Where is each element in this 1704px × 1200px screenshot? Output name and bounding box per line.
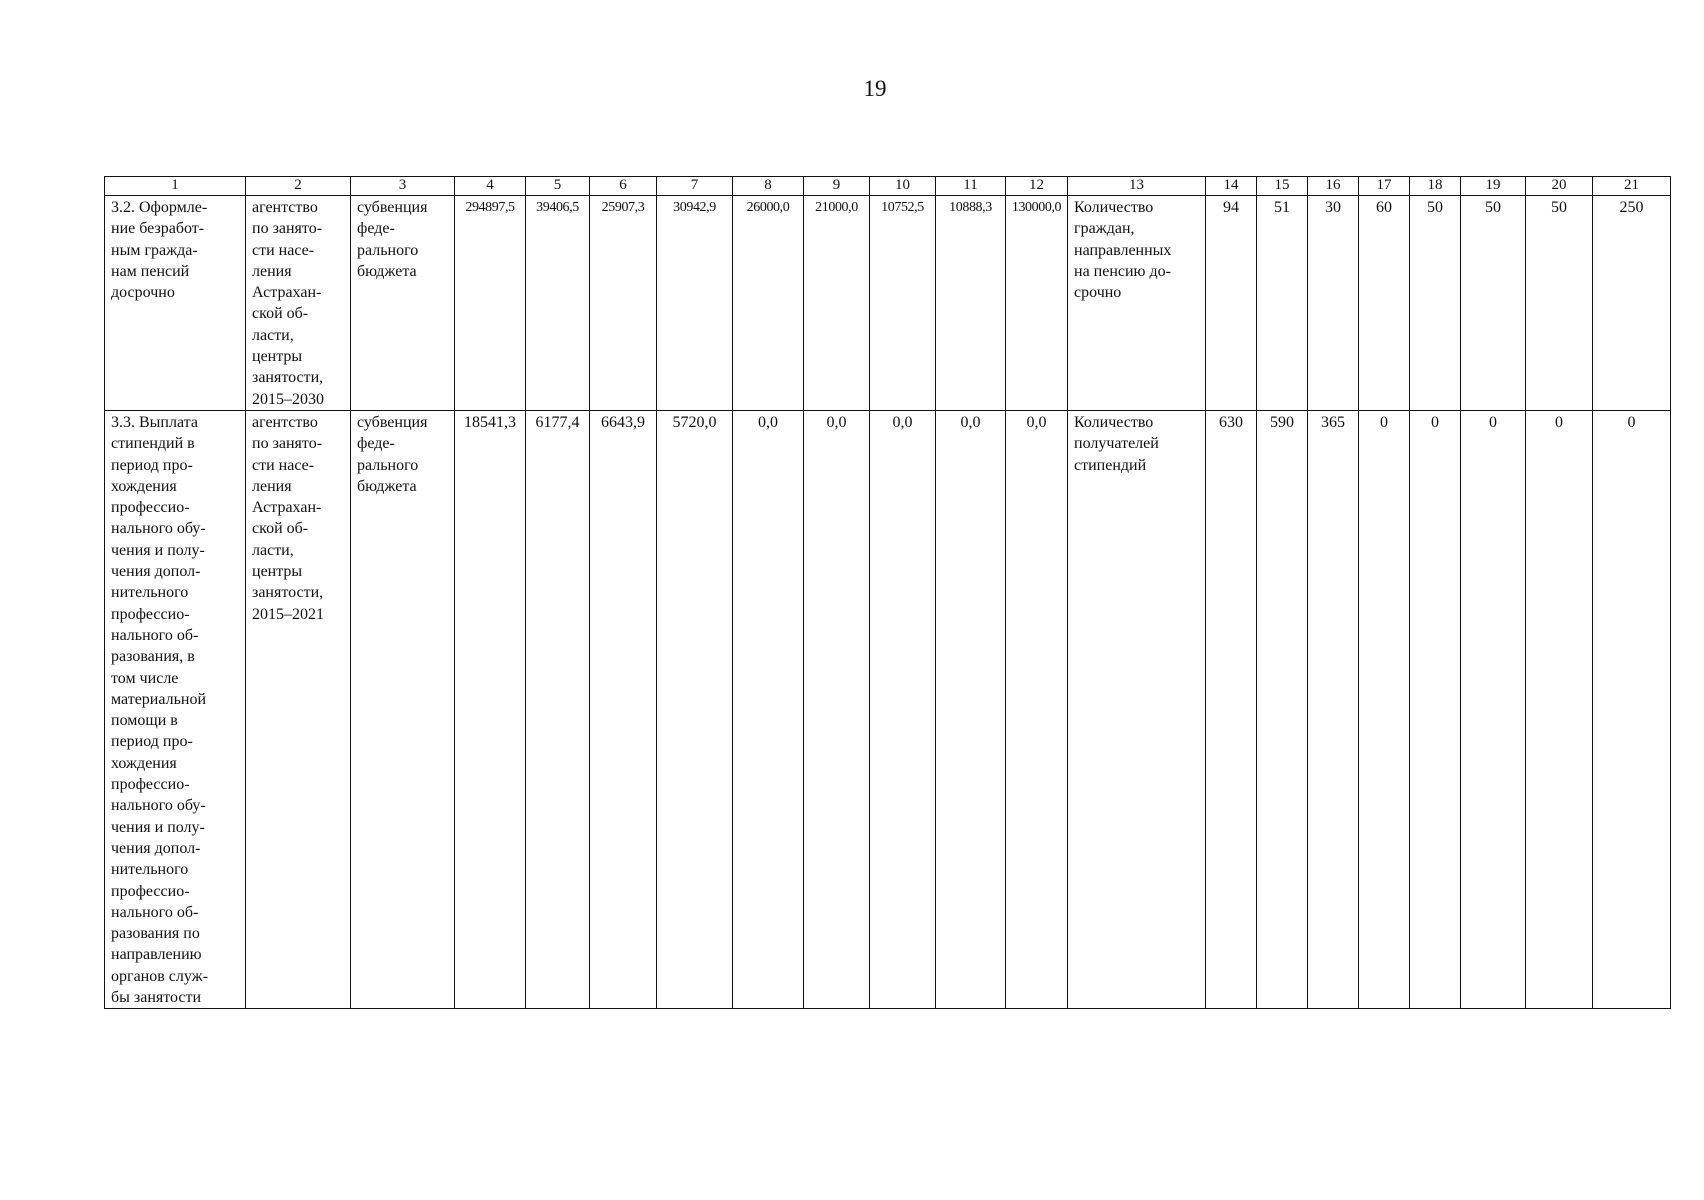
column-header: 8	[733, 177, 804, 196]
measure-name-line: профессио-	[111, 882, 190, 900]
measure-name-line: нального об-	[111, 903, 199, 921]
column-number-row	[105, 177, 1671, 196]
amount-cell: 30942,9	[657, 196, 733, 411]
column-header: 1	[105, 177, 246, 196]
executor-line: агентство	[252, 199, 318, 216]
measure-name-line: разования по	[111, 925, 200, 943]
amount-cell: 0,0	[870, 410, 936, 1008]
measure-name-line: 3.3. Выплата	[111, 413, 198, 431]
indicator-value-cell: 0	[1359, 410, 1410, 1008]
amount-cell: 26000,0	[733, 196, 804, 411]
funding-source-cell	[351, 196, 455, 411]
executor-line: сти насе-	[252, 241, 315, 259]
indicator-line: стипендий	[1074, 456, 1147, 474]
column-header: 12	[1006, 177, 1068, 196]
indicator-value-cell: 50	[1410, 196, 1461, 411]
column-header: 3	[351, 177, 455, 196]
indicator-value-cell: 250	[1593, 196, 1671, 411]
column-header: 10	[870, 177, 936, 196]
measure-name-line: профессио-	[111, 605, 190, 623]
executor-line: ления	[252, 262, 292, 280]
measure-name-line: профессио-	[111, 499, 190, 517]
column-header: 21	[1593, 177, 1671, 196]
indicator-value-cell: 94	[1206, 196, 1257, 411]
table-row	[105, 410, 1671, 1008]
executor-line: по занято-	[252, 220, 323, 238]
executor-line: ской об-	[252, 305, 309, 323]
measure-name-line: ным гражда-	[111, 241, 198, 259]
measure-name-line: том числе	[111, 669, 179, 687]
indicator-value-cell: 50	[1461, 196, 1526, 411]
column-header: 4	[455, 177, 526, 196]
measure-name-line: чения и полу-	[111, 541, 205, 559]
executor-line: агентство	[252, 413, 318, 431]
measure-name-line: хождения	[111, 477, 177, 495]
executor-line: Астрахан-	[252, 284, 322, 302]
indicator-value-cell: 0	[1410, 410, 1461, 1008]
measure-name-line: помощи в	[111, 712, 178, 730]
amount-cell: 0,0	[804, 410, 870, 1008]
measure-name-line: ние безработ-	[111, 220, 205, 238]
executor-line: ласти,	[252, 541, 294, 559]
funding-source-line: субвенция	[357, 199, 428, 216]
funding-source-line: рального	[357, 456, 419, 474]
measure-name-line: нального обу-	[111, 797, 206, 815]
indicator-line: Количество	[1074, 199, 1154, 216]
indicator-value-cell: 0	[1461, 410, 1526, 1008]
funding-source-line: рального	[357, 241, 419, 259]
indicator-line: на пенсию до-	[1074, 262, 1171, 280]
measure-name-line: чения допол-	[111, 839, 201, 857]
executor-line: Астрахан-	[252, 499, 322, 517]
funding-source-line: феде-	[357, 220, 395, 238]
amount-cell: 10752,5	[870, 196, 936, 411]
executor-cell	[246, 410, 351, 1008]
program-table	[104, 176, 1671, 1009]
indicator-line: направленных	[1074, 241, 1172, 259]
indicator-line: граждан,	[1074, 220, 1135, 238]
measure-name-line: нительного	[111, 861, 189, 879]
measure-name-cell	[105, 410, 246, 1008]
measure-name-line: бы занятости	[111, 988, 202, 1006]
column-header: 14	[1206, 177, 1257, 196]
indicator-line: получателей	[1074, 435, 1159, 453]
executor-line: 2015–2030	[252, 390, 324, 408]
measure-name-line: нительного	[111, 584, 189, 602]
measure-name-line: период про-	[111, 456, 193, 474]
column-header: 9	[804, 177, 870, 196]
executor-line: сти насе-	[252, 456, 315, 474]
measure-name-line: материальной	[111, 690, 207, 708]
page-number: 19	[863, 76, 887, 101]
column-header: 2	[246, 177, 351, 196]
indicator-line: Количество	[1074, 413, 1154, 431]
executor-line: центры	[252, 563, 303, 581]
column-header: 19	[1461, 177, 1526, 196]
amount-cell: 0,0	[733, 410, 804, 1008]
column-header: 5	[526, 177, 590, 196]
column-header: 17	[1359, 177, 1410, 196]
measure-name-cell	[105, 196, 246, 411]
measure-name-line: направлению	[111, 946, 202, 964]
column-header: 16	[1308, 177, 1359, 196]
amount-cell: 5720,0	[657, 410, 733, 1008]
indicator-value-cell: 630	[1206, 410, 1257, 1008]
indicator-value-cell: 60	[1359, 196, 1410, 411]
amount-cell: 0,0	[1006, 410, 1068, 1008]
executor-line: по занято-	[252, 435, 323, 453]
measure-name-line: органов служ-	[111, 967, 209, 985]
indicator-value-cell: 365	[1308, 410, 1359, 1008]
amount-cell: 39406,5	[526, 196, 590, 411]
executor-line: центры	[252, 348, 303, 366]
indicator-value-cell: 0	[1526, 410, 1593, 1008]
executor-line: ской об-	[252, 520, 309, 538]
amount-cell: 130000,0	[1006, 196, 1068, 411]
funding-source-cell	[351, 410, 455, 1008]
column-header: 18	[1410, 177, 1461, 196]
measure-name-line: нам пенсий	[111, 262, 190, 280]
column-header: 6	[590, 177, 657, 196]
column-header: 11	[936, 177, 1006, 196]
indicator-cell	[1068, 196, 1206, 411]
amount-cell: 6177,4	[526, 410, 590, 1008]
executor-cell	[246, 196, 351, 411]
funding-source-line: бюджета	[357, 262, 417, 280]
amount-cell: 21000,0	[804, 196, 870, 411]
executor-line: ласти,	[252, 326, 294, 344]
measure-name-line: разования, в	[111, 648, 195, 666]
measure-name-line: чения и полу-	[111, 818, 205, 836]
measure-name-line: стипендий в	[111, 435, 195, 453]
indicator-value-cell: 50	[1526, 196, 1593, 411]
measure-name-line: 3.2. Оформле-	[111, 199, 208, 216]
executor-line: 2015–2021	[252, 605, 324, 623]
executor-line: занятости,	[252, 369, 324, 387]
measure-name-line: нального обу-	[111, 520, 206, 538]
amount-cell: 6643,9	[590, 410, 657, 1008]
table-row	[105, 196, 1671, 411]
indicator-value-cell: 30	[1308, 196, 1359, 411]
column-header: 15	[1257, 177, 1308, 196]
funding-source-line: феде-	[357, 435, 395, 453]
indicator-cell	[1068, 410, 1206, 1008]
column-header: 13	[1068, 177, 1206, 196]
column-header: 20	[1526, 177, 1593, 196]
executor-line: ления	[252, 477, 292, 495]
indicator-value-cell: 0	[1593, 410, 1671, 1008]
measure-name-line: досрочно	[111, 284, 175, 302]
measure-name-line: период про-	[111, 733, 193, 751]
indicator-line: срочно	[1074, 284, 1122, 302]
measure-name-line: профессио-	[111, 776, 190, 794]
measure-name-line: чения допол-	[111, 563, 201, 581]
amount-cell: 294897,5	[455, 196, 526, 411]
executor-line: занятости,	[252, 584, 324, 602]
amount-cell: 18541,3	[455, 410, 526, 1008]
amount-cell: 0,0	[936, 410, 1006, 1008]
funding-source-line: бюджета	[357, 477, 417, 495]
column-header: 7	[657, 177, 733, 196]
measure-name-line: хождения	[111, 754, 177, 772]
funding-source-line: субвенция	[357, 413, 428, 431]
indicator-value-cell: 51	[1257, 196, 1308, 411]
indicator-value-cell: 590	[1257, 410, 1308, 1008]
measure-name-line: нального об-	[111, 626, 199, 644]
amount-cell: 10888,3	[936, 196, 1006, 411]
amount-cell: 25907,3	[590, 196, 657, 411]
